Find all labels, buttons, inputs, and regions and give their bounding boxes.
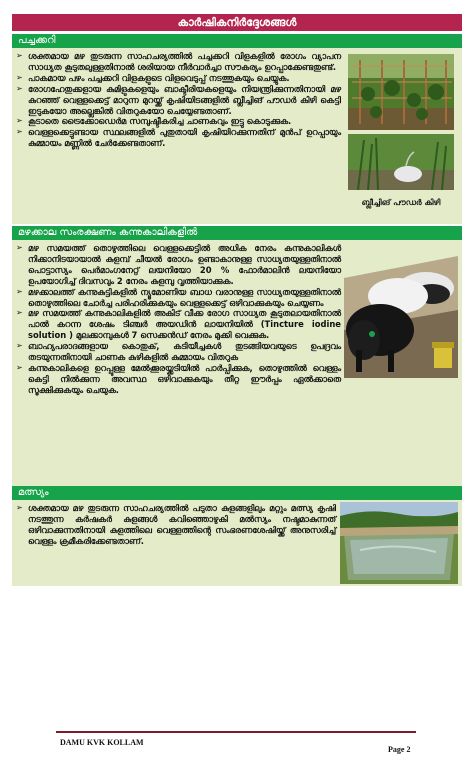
list-item: ➢ വെള്ളക്കെട്ടുണ്ടായ സ്ഥലങ്ങളിൽ പുതുതായി കൃഷിയിറക്കുന്നതിന് മുൻപ് ഉറപ്പായും കുമ്മായം മണ്ണിൽ ചേർക്കേണ്ടതാണ്. [16, 127, 341, 149]
vegetable-trellis-photo [348, 54, 454, 130]
footer-divider [56, 731, 416, 733]
fish-pond-photo [340, 502, 458, 584]
section-heading-vegetables: പച്ചക്കറി [12, 34, 462, 48]
list-item: ➢ ശക്തമായ മഴ തുടരുന്ന സാഹചര്യത്തിൽ പടുതാ കുളങ്ങളിലും മറ്റും മത്സ്യ കൃഷി നടത്തുന്ന കർഷകർ കുളങ്ങൾ കവിഞ്ഞൊഴുകി മൽസ്യം നഷ്ടമാകുന്നത് ഒഴിവാക്കുന്നതിനായി കുളത്തിലെ വെള്ളത്തിന്റെ സംഭരണശേഷിയ്ക്ക് അനുസരിച്ച് വെള്ളം ക്രമീകരിക്കേണ്ടതാണ്. [16, 503, 336, 547]
list-item: ➢ മഴ സമയത്ത് കന്നുകാലികളിൽ അകിട് വീക്ക രോഗ സാധ്യത കൂടുതലായതിനാൽ പാൽ കറന്ന ശേഷം ടിഞ്ചർ അയഡിൻ ലായനിയിൽ (Tincture iodine solution ) മുലക്കാമ്പുകൾ 7 സെക്കൻഡ് നേരം മുക്കി വെക്കുക. [16, 308, 341, 341]
page-number: Page 2 [388, 745, 411, 754]
cattle-photo [342, 250, 458, 378]
bullet-list-livestock [16, 243, 341, 396]
list-item: ➢ പാകമായ പഴം പച്ചക്കറി വിളകളുടെ വിളവെടുപ്പ് നടത്തുകയും ചെയ്യുക. [16, 73, 341, 84]
section-body-vegetables [12, 48, 462, 224]
list-item: ➢ മഴക്കാലത്ത് കന്നുകുട്ടികളിൽ ന്യൂമോണിയ ബാധ വരാനുള്ള സാധ്യതയുള്ളതിനാൽ തൊഴുത്തിലെ ചോർച്ച പരിഹരിക്കുകയും വെള്ളക്കെട്ട് ഒഴിവാക്കുകയും ചെയ്യണം [16, 287, 341, 309]
list-item: ➢ മഴ സമയത്ത് തൊഴുത്തിലെ വെള്ളക്കെട്ടിൽ അധിക നേരം കന്നുകാലികൾ നിക്കാനിടയായാൽ കുളമ്പ് ചീയൽ രോഗം ഉണ്ടാകാനുള്ള സാധ്യതയുള്ളതിനാൽ പൊട്ടാസ്യം പെർമാംഗനേറ്റ് ലയനിയോ 20 % ഫോർമാലിൻ ലയനിയോ ഉപയോഗിച്ച് ദിവസവും 2 നേരം കുളമ്പു വൃത്തിയാക്കുക. [16, 243, 341, 287]
list-item: ➢ ബാഹ്യപരാദങ്ങളായ കൊതുക്, കടിയീച്ചകൾ തുടങ്ങിയവയുടെ ഉപദ്രവം തടയുന്നതിനായി ചാണക കുഴികളിൽ കുമ്മായം വിതറുക [16, 341, 341, 363]
photo-caption: ബ്ലീച്ചിങ് പൗഡർ കിഴി [361, 198, 441, 207]
section-heading-fish: മത്സ്യം [12, 486, 462, 500]
footer-organization: DAMU KVK KOLLAM [60, 738, 144, 747]
section-body-livestock [12, 240, 462, 486]
list-item: ➢ രോഗഹേതുക്കളായ കുമിളുകളെയും ബാക്ടീരിയകളെയും നിയന്ത്രിക്കുന്നതിനായി മഴ കുറഞ്ഞ് വെള്ളക്കെട്ട് മാറുന്ന മുറയ്ക്ക് കൃഷിയിടങ്ങളിൽ ബ്ലീച്ചിങ് പൗഡർ കിഴി കെട്ടി ഇടുകയോ അല്ലെങ്കിൽ വിതറുകയോ ചെയ്യേണ്ടതാണ്. [16, 84, 341, 117]
list-item: ➢ കന്നുകാലികളെ ഉറപ്പുള്ള മേൽക്കൂരയ്ക്കടിയിൽ പാർപ്പിക്കുക, തൊഴുത്തിൽ വെള്ളം കെട്ടി നിൽക്കുന്ന അവസ്ഥ ഒഴിവാക്കുകയും തീറ്റ ഈർപ്പം ഏൽക്കാതെ സൂക്ഷിക്കുകയും ചെയുക. [16, 363, 341, 396]
page-title: കാർഷികനിർദ്ദേശങ്ങൾ [12, 14, 462, 31]
bullet-list-fish [16, 503, 336, 547]
section-heading-livestock: മഴക്കാല സംരക്ഷണം കന്നുകാലികളിൽ [12, 226, 462, 240]
list-item: ➢ ശക്തമായ മഴ തുടരുന്ന സാഹചര്യത്തിൽ പച്ചക്കറി വിളകളിൽ രോഗം വ്യാപന സാധ്യത കൂടുതലുള്ളതിനാൽ ശരിയായ നീർവാർച്ചാ സൗകര്യം ഉറപ്പാക്കേണ്ടതുണ്ട്. [16, 51, 341, 73]
bleaching-powder-bag-photo [348, 134, 454, 190]
section-body-fish [12, 500, 462, 586]
list-item: ➢ കൂടാതെ ട്രൈക്കോഡെർമ സമ്പുഷ്ടീകരിച്ച ചാണകവും ഇട്ടു കൊടുക്കുക. [16, 116, 341, 127]
bullet-list-vegetables [16, 51, 341, 149]
